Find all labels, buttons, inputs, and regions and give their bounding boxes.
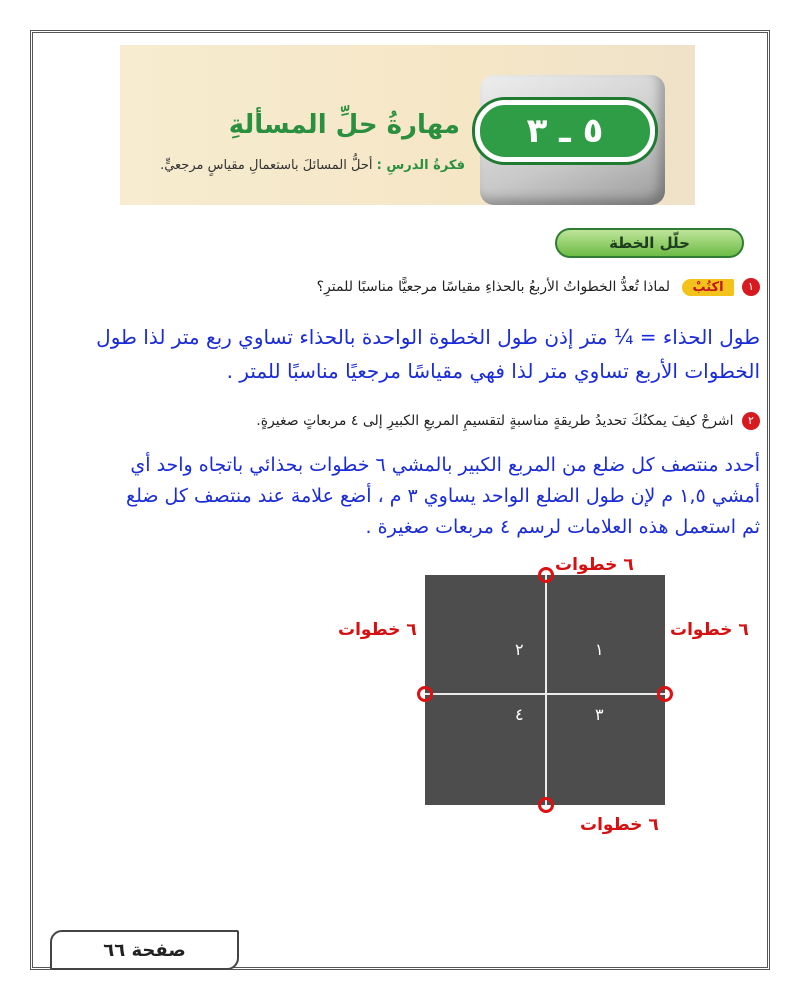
steps-label-top: ٦ خطوات [555, 555, 634, 575]
midpoint-marker-bottom [538, 797, 554, 813]
question-1-number: ١ [742, 278, 760, 296]
section-title: حلّل الخطة [609, 234, 690, 252]
page-number-tab [50, 930, 239, 970]
question-1 [60, 278, 760, 296]
quadrant-1-label: ١ [595, 640, 604, 659]
question-2 [60, 412, 760, 430]
page-number: صفحة ٦٦ [103, 939, 186, 961]
vertical-divider [545, 575, 547, 805]
question-1-text: لماذا تُعدُّ الخطواتُ الأربعُ بالحذاءِ مقياسًا مرجعيًّا مناسبًا للمترِ؟ [316, 279, 670, 295]
lesson-idea-label: فكرةُ الدرسِ : [376, 158, 465, 173]
lesson-idea [160, 158, 465, 173]
lesson-number: ٥ ـ ٣ [526, 111, 604, 151]
answer-2 [40, 450, 760, 543]
lesson-title: مهارةُ حلِّ المسألةِ [228, 110, 460, 140]
write-badge: اكتُبْ [682, 279, 733, 296]
answer-2-line-1: أحدد منتصف كل ضلع من المربع الكبير بالمشي ٦ خطوات بحذائي باتجاه واحد أي [130, 454, 760, 476]
quadrant-4-label: ٤ [515, 705, 524, 724]
answer-1 [40, 320, 760, 388]
midpoint-marker-top [538, 567, 554, 583]
answer-2-line-2: أمشي ١,٥ م لإن طول الضلع الواحد يساوي ٣ م ، أضع علامة عند منتصف كل ضلع [125, 485, 760, 507]
horizontal-divider [425, 693, 665, 695]
midpoint-marker-right [657, 686, 673, 702]
quadrant-3-label: ٣ [595, 705, 604, 724]
steps-label-bottom: ٦ خطوات [580, 815, 659, 835]
answer-1-line-2: الخطوات الأربع تساوي متر لذا فهي مقياسًا مرجعيًا مناسبًا للمتر . [226, 359, 760, 383]
question-2-text: اشرحْ كيفَ يمكنُكَ تحديدُ طريقةٍ مناسبةٍ لتقسيمِ المربعِ الكبيرِ إلى ٤ مربعاتٍ صغيرةٍ. [256, 413, 734, 429]
quadrant-2-label: ٢ [515, 640, 524, 659]
answer-1-line-1: طول الحذاء = ¼ متر إذن طول الخطوة الواحدة بالحذاء تساوي ربع متر لذا طول [96, 325, 760, 349]
answer-2-line-3: ثم استعمل هذه العلامات لرسم ٤ مربعات صغيرة . [365, 516, 760, 538]
steps-label-left: ٦ خطوات [338, 620, 417, 640]
midpoint-marker-left [417, 686, 433, 702]
lesson-number-badge [475, 100, 655, 162]
lesson-idea-text: أحلُّ المسائلَ باستعمالِ مقياسٍ مرجعيٍّ. [160, 158, 373, 173]
section-header [555, 228, 744, 258]
question-2-number: ٢ [742, 412, 760, 430]
steps-label-right: ٦ خطوات [670, 620, 749, 640]
